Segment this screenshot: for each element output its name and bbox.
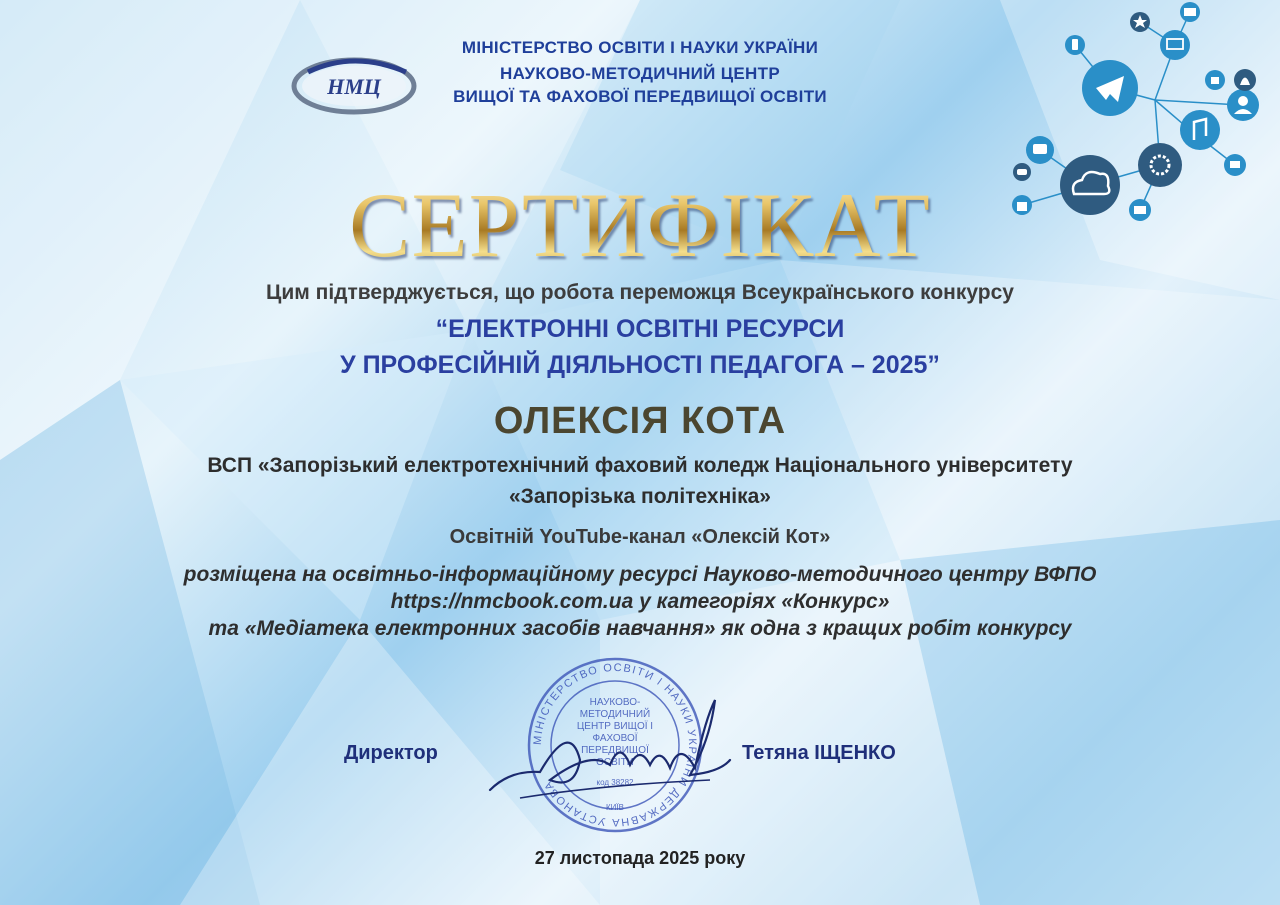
placement-line2: https://nmcbook.com.ua у категоріях «Конкурс» xyxy=(390,590,890,613)
placement-line1: розміщена на освітньо-інформаційному ресурсі Науково-методичного центру ВФПО xyxy=(183,563,1097,586)
user-icon xyxy=(1227,89,1259,121)
contest-name-line1: “ЕЛЕКТРОННІ ОСВІТНІ РЕСУРСИ xyxy=(435,315,845,343)
mail-icon xyxy=(1180,2,1200,22)
certificate-title: СЕРТИФІКАТ xyxy=(0,172,1280,278)
recipient-name: ОЛЕКСІЯ КОТА xyxy=(493,400,787,442)
logo-text: НМЦ xyxy=(327,74,381,99)
nmc-logo xyxy=(288,50,423,118)
signature-scribble xyxy=(480,680,740,810)
work-title: Освітній YouTube-канал «Олексій Кот» xyxy=(449,526,831,548)
center-name-line2: ВИЩОЇ ТА ФАХОВОЇ ПЕРЕДВИЩОЇ ОСВІТИ xyxy=(453,87,827,106)
stamp-city: КИЇВ xyxy=(606,803,624,812)
stamp-line3: ЦЕНТР ВИЩОЇ І xyxy=(576,721,654,732)
star-icon xyxy=(1130,12,1150,32)
intro-text: Цим підтверджується, що робота переможця Всеукраїнського конкурсу xyxy=(266,281,1014,304)
contest-name-line2: У ПРОФЕСІЙНІЙ ДІЯЛЬНОСТІ ПЕДАГОГА – 2025” xyxy=(340,351,940,379)
center-name-line1: НАУКОВО-МЕТОДИЧНИЙ ЦЕНТР xyxy=(500,64,780,83)
like-icon xyxy=(1205,70,1225,90)
stamp-line5: ПЕРЕДВИЩОЇ xyxy=(581,745,649,756)
stamp-ring-text: МІНІСТЕРСТВО ОСВІТИ І НАУКИ УКРАЇНИ ДЕРЖАВНА УСТАНОВА xyxy=(531,661,699,829)
bell-icon xyxy=(1234,69,1256,91)
chat-icon xyxy=(1026,136,1054,164)
institution-line2: «Запорізька політехніка» xyxy=(509,485,771,508)
stamp-line6: ОСВІТИ xyxy=(596,757,634,768)
stamp-line1: НАУКОВО- xyxy=(589,697,641,708)
stamp-line4: ФАХОВОЇ xyxy=(592,733,638,744)
music-icon xyxy=(1180,110,1220,150)
issue-date: 27 листопада 2025 року xyxy=(534,848,746,868)
phone-icon xyxy=(1065,35,1085,55)
stamp-line2: МЕТОДИЧНИЙ xyxy=(579,709,651,720)
laptop-icon xyxy=(1160,30,1190,60)
ministry-name: МІНІСТЕРСТВО ОСВІТИ І НАУКИ УКРАЇНИ xyxy=(461,38,819,57)
director-title: Директор xyxy=(344,742,438,764)
institution-line1: ВСП «Запорізький електротехнічний фаховий коледж Національного університету xyxy=(207,454,1073,477)
telegram-icon xyxy=(1082,60,1138,116)
director-name: Тетяна ІЩЕНКО xyxy=(742,742,896,764)
stamp-code: код 38282 xyxy=(596,778,634,787)
placement-line3: та «Медіатека електронних засобів навчання» як одна з кращих робіт конкурсу xyxy=(208,617,1072,640)
